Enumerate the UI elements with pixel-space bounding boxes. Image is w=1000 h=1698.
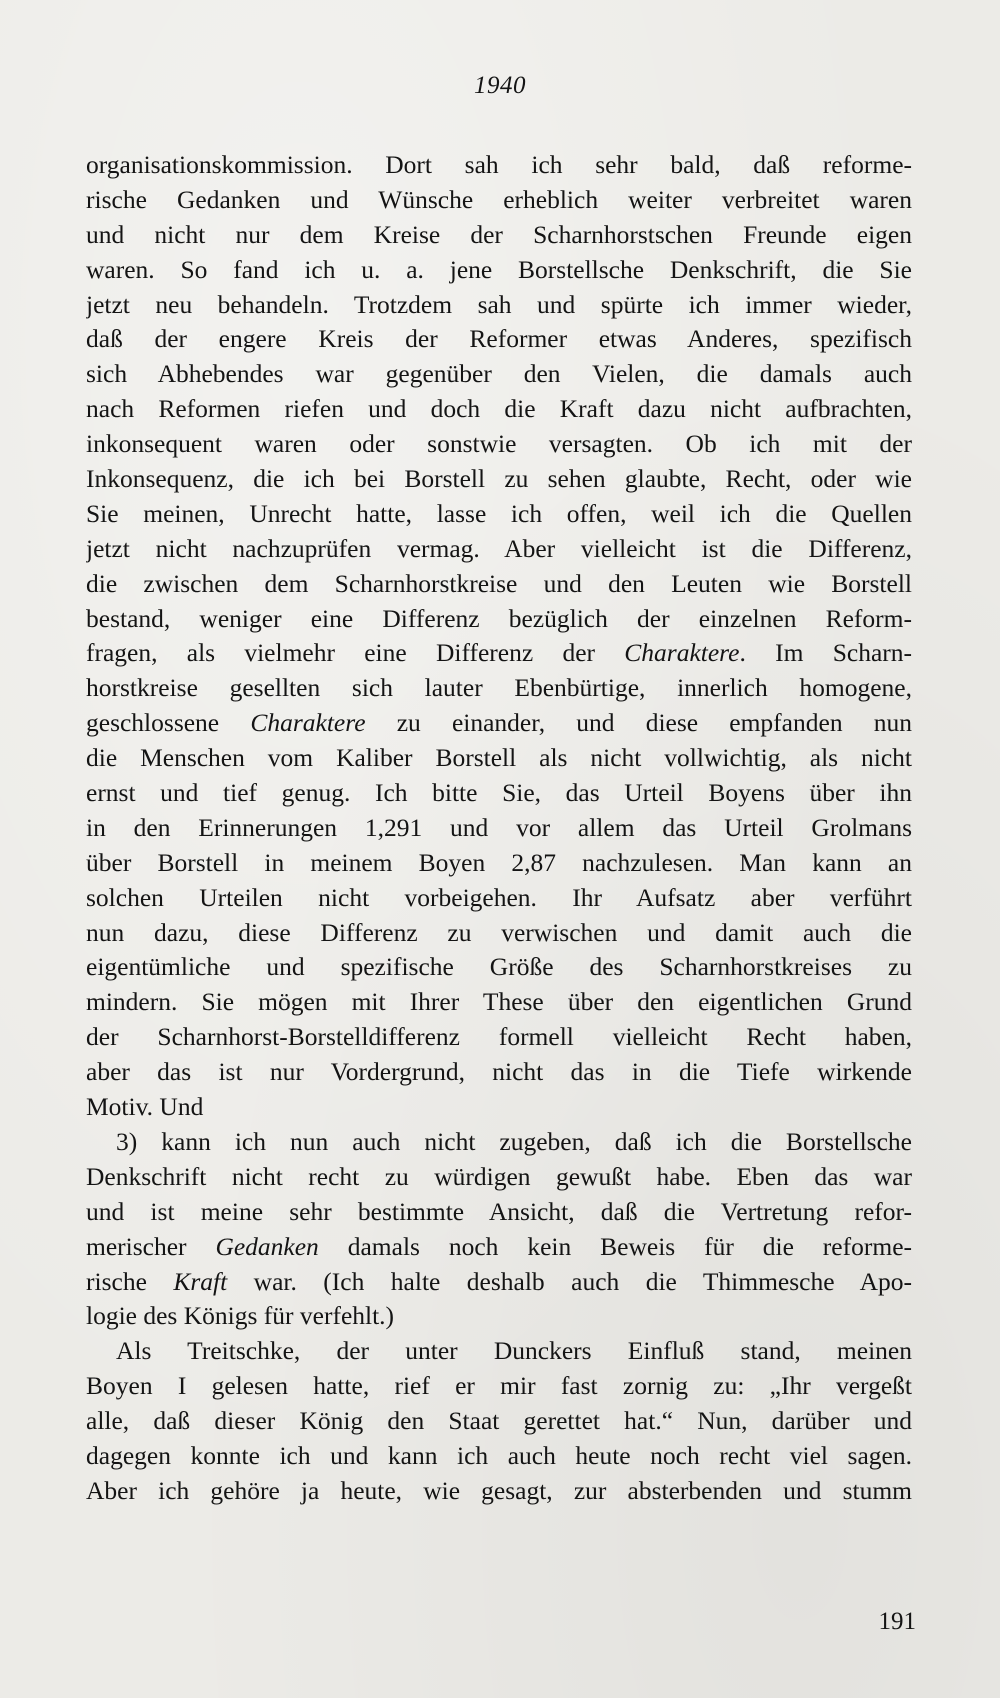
- text-line: die zwischen dem Scharnhorstkreise und den Leuten wie Borstell: [86, 568, 912, 598]
- emphasis-word: Charaktere: [250, 708, 366, 738]
- text-line: der Scharnhorst-Borstelldifferenz formell vielleicht Recht haben,: [86, 1022, 912, 1052]
- text-line: organisationskommission. Dort sah ich sehr bald, daß reforme-: [86, 150, 912, 179]
- text-line: fragen, als vielmehr eine Differenz der Charaktere. Im Scharn-: [86, 638, 912, 668]
- text-line: in den Erinnerungen 1,291 und vor allem das Urteil Grolmans: [86, 812, 912, 842]
- text-line: eigentümliche und spezifische Größe des Scharnhorstkreises zu: [86, 952, 912, 982]
- text-line: ernst und tief genug. Ich bitte Sie, das Urteil Boyens über ihn: [86, 778, 912, 808]
- text-line: inkonsequent waren oder sonstwie versagten. Ob ich mit der: [86, 429, 912, 459]
- text-line: nun dazu, diese Differenz zu verwischen und damit auch die: [86, 917, 912, 947]
- text-line: 3) kann ich nun auch nicht zugeben, daß ich die Borstellsche: [116, 1126, 912, 1156]
- running-head: 1940: [474, 72, 526, 99]
- text-line: Denkschrift nicht recht zu würdigen gewußt habe. Eben das war: [86, 1161, 912, 1191]
- text-line: bestand, weniger eine Differenz bezüglich der einzelnen Reform-: [86, 603, 912, 633]
- text-line: jetzt nicht nachzuprüfen vermag. Aber vielleicht ist die Differenz,: [86, 533, 912, 563]
- text-line: geschlossene Charaktere zu einander, und diese empfanden nun: [86, 708, 912, 738]
- text-line: waren. So fand ich u. a. jene Borstellsche Denkschrift, die Sie: [86, 254, 912, 284]
- emphasis-word: Charaktere: [624, 638, 740, 668]
- text-line: über Borstell in meinem Boyen 2,87 nachzulesen. Man kann an: [86, 847, 912, 877]
- text-line: nach Reformen riefen und doch die Kraft dazu nicht aufbrachten,: [86, 394, 912, 424]
- text-line: alle, daß dieser König den Staat gerettet hat.“ Nun, darüber und: [86, 1406, 912, 1436]
- text-line: merischer Gedanken damals noch kein Beweis für die reforme-: [86, 1231, 912, 1261]
- text-line: rische Kraft war. (Ich halte deshalb auch die Thimmesche Apo-: [86, 1266, 912, 1296]
- page-number: 191: [878, 1608, 916, 1635]
- emphasis-word: Gedanken: [215, 1231, 319, 1261]
- emphasis-word: Kraft: [173, 1266, 228, 1296]
- text-line: aber das ist nur Vordergrund, nicht das in die Tiefe wirkende: [86, 1057, 912, 1087]
- text-line: solchen Urteilen nicht vorbeigehen. Ihr Aufsatz aber verführt: [86, 882, 912, 912]
- text-line: und nicht nur dem Kreise der Scharnhorstschen Freunde eigen: [86, 219, 912, 249]
- text-line: rische Gedanken und Wünsche erheblich weiter verbreitet waren: [86, 184, 912, 214]
- text-line: die Menschen vom Kaliber Borstell als nicht vollwichtig, als nicht: [86, 743, 912, 773]
- text-line: daß der engere Kreis der Reformer etwas Anderes, spezifisch: [86, 324, 912, 354]
- text-line: horstkreise gesellten sich lauter Ebenbürtige, innerlich homogene,: [86, 673, 912, 703]
- text-line: Sie meinen, Unrecht hatte, lasse ich offen, weil ich die Quellen: [86, 498, 912, 528]
- text-line: Boyen I gelesen hatte, rief er mir fast zornig zu: „Ihr vergeßt: [86, 1371, 912, 1401]
- text-line: Aber ich gehöre ja heute, wie gesagt, zur absterbenden und stumm: [86, 1475, 912, 1505]
- text-line: Inkonsequenz, die ich bei Borstell zu sehen glaubte, Recht, oder wie: [86, 464, 912, 494]
- text-line: mindern. Sie mögen mit Ihrer These über den eigentlichen Grund: [86, 987, 912, 1017]
- text-line: und ist meine sehr bestimmte Ansicht, daß die Vertretung refor-: [86, 1196, 912, 1226]
- text-line: sich Abhebendes war gegenüber den Vielen, die damals auch: [86, 359, 912, 389]
- text-line: Motiv. Und: [86, 1092, 204, 1122]
- body-text: [86, 148, 912, 1509]
- text-line: jetzt neu behandeln. Trotzdem sah und spürte ich immer wieder,: [86, 289, 912, 319]
- text-line: logie des Königs für verfehlt.): [86, 1301, 395, 1331]
- text-line: dagegen konnte ich und kann ich auch heute noch recht viel sagen.: [86, 1440, 912, 1470]
- text-line: Als Treitschke, der unter Dunckers Einfluß stand, meinen: [116, 1336, 912, 1366]
